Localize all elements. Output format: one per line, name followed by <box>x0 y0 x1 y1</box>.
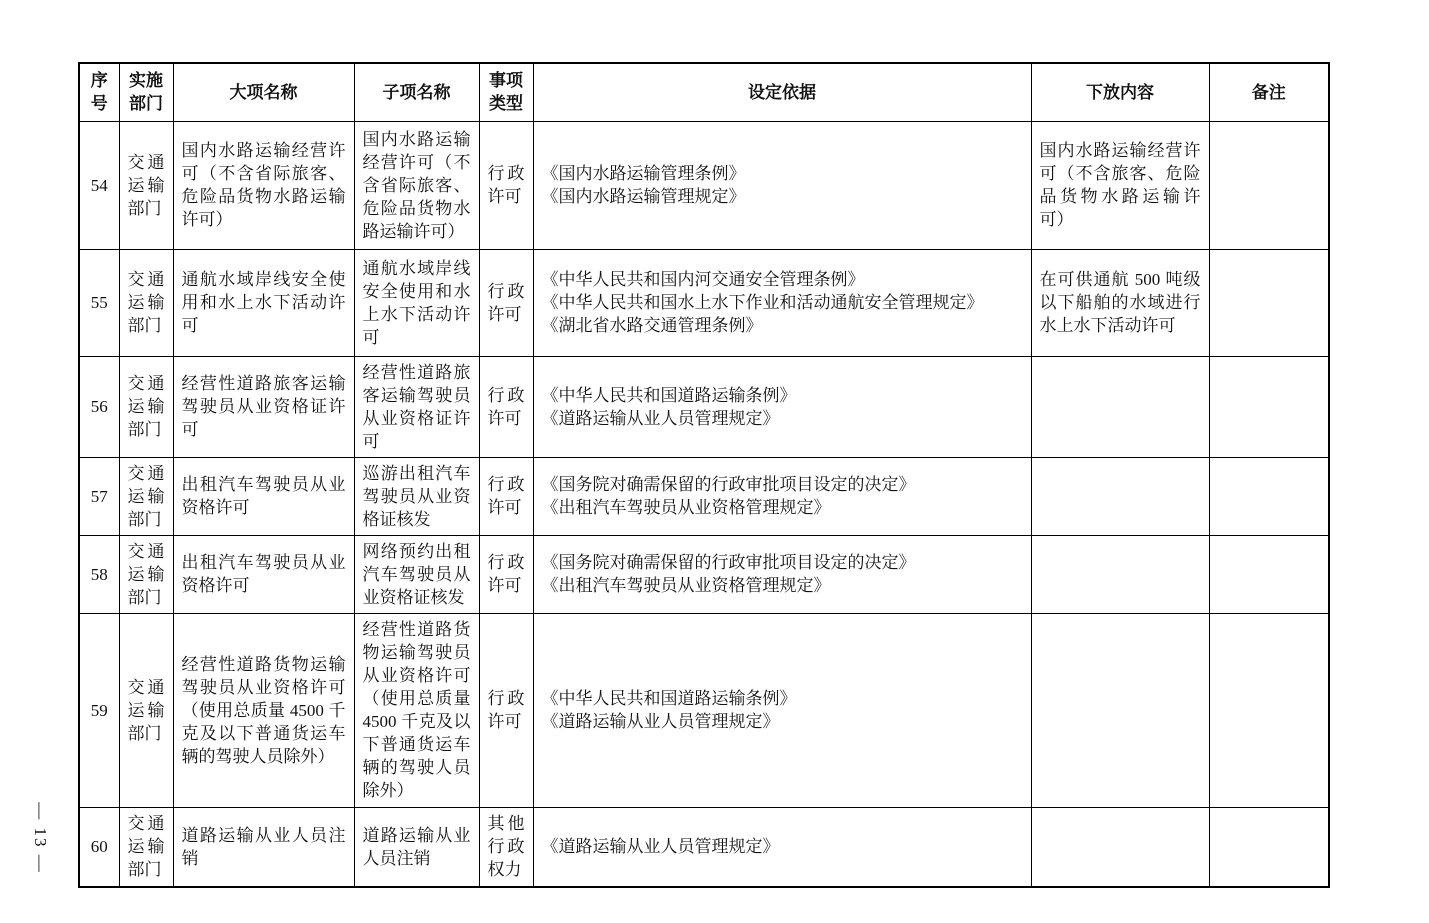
cell-delegated <box>1031 807 1209 887</box>
basis-line: 《出租汽车驾驶员从业资格管理规定》 <box>541 576 831 595</box>
cell-remark <box>1209 121 1329 249</box>
cell-delegated <box>1031 457 1209 535</box>
cell-major: 出租汽车驾驶员从业资格许可 <box>173 535 354 613</box>
cell-type: 行政许可 <box>479 613 533 807</box>
basis-line: 《道路运输从业人员管理规定》 <box>541 712 780 731</box>
cell-remark <box>1209 807 1329 887</box>
cell-major: 经营性道路货物运输驾驶员从业资格许可（使用总质量 4500 千克及以下普通货运车辆的驾驶人员除外） <box>173 613 354 807</box>
cell-seq: 54 <box>79 121 119 249</box>
header-major: 大项名称 <box>173 63 354 121</box>
page-number: — 13 — <box>31 802 50 874</box>
cell-seq: 57 <box>79 457 119 535</box>
cell-type: 行政许可 <box>479 249 533 356</box>
cell-type: 行政许可 <box>479 121 533 249</box>
cell-type: 行政许可 <box>479 535 533 613</box>
cell-sub: 道路运输从业人员注销 <box>354 807 479 887</box>
basis-line: 《中华人民共和国内河交通安全管理条例》 <box>541 270 865 289</box>
cell-dept: 交通运输部门 <box>119 613 173 807</box>
cell-delegated: 在可供通航 500 吨级以下船舶的水域进行水上水下活动许可 <box>1031 249 1209 356</box>
header-row <box>79 63 1329 121</box>
cell-delegated <box>1031 613 1209 807</box>
cell-remark <box>1209 457 1329 535</box>
cell-dept: 交通运输部门 <box>119 457 173 535</box>
basis-line: 《国务院对确需保留的行政审批项目设定的决定》 <box>541 553 916 572</box>
cell-type: 行政许可 <box>479 356 533 457</box>
cell-basis <box>533 535 1031 613</box>
cell-sub: 巡游出租汽车驾驶员从业资格证核发 <box>354 457 479 535</box>
basis-line: 《中华人民共和国道路运输条例》 <box>541 385 797 405</box>
cell-sub: 通航水域岸线安全使用和水上水下活动许可 <box>354 249 479 356</box>
cell-major: 出租汽车驾驶员从业资格许可 <box>173 457 354 535</box>
cell-basis <box>533 121 1031 249</box>
cell-basis <box>533 457 1031 535</box>
basis-line: 《出租汽车驾驶员从业资格管理规定》 <box>541 498 831 517</box>
cell-basis <box>533 249 1031 356</box>
cell-seq: 55 <box>79 249 119 356</box>
basis-line: 《湖北省水路交通管理条例》 <box>541 316 763 335</box>
cell-sub: 网络预约出租汽车驾驶员从业资格证核发 <box>354 535 479 613</box>
cell-major: 国内水路运输经营许可（不含省际旅客、危险品货物水路运输许可） <box>173 121 354 249</box>
basis-line: 《中华人民共和国水上水下作业和活动通航安全管理规定》 <box>541 293 984 312</box>
cell-basis <box>533 613 1031 807</box>
header-delegated: 下放内容 <box>1031 63 1209 121</box>
cell-remark <box>1209 356 1329 457</box>
cell-dept: 交通运输部门 <box>119 356 173 457</box>
cell-major: 道路运输从业人员注销 <box>173 807 354 887</box>
cell-sub: 经营性道路货物运输驾驶员从业资格许可（使用总质量 4500 千克及以下普通货运车辆的驾驶人员除外） <box>354 613 479 807</box>
cell-dept: 交通运输部门 <box>119 807 173 887</box>
header-remark: 备注 <box>1209 63 1329 121</box>
cell-sub: 国内水路运输经营许可（不含省际旅客、危险品货物水路运输许可） <box>354 121 479 249</box>
cell-basis <box>533 807 1031 887</box>
cell-delegated <box>1031 535 1209 613</box>
cell-type: 行政许可 <box>479 457 533 535</box>
header-seq: 序号 <box>79 63 119 121</box>
basis-line: 《国内水路运输管理规定》 <box>541 187 746 206</box>
basis-line: 《国务院对确需保留的行政审批项目设定的决定》 <box>541 475 916 494</box>
cell-seq: 56 <box>79 356 119 457</box>
table-row <box>79 535 1329 613</box>
table-row <box>79 457 1329 535</box>
cell-remark <box>1209 535 1329 613</box>
basis-line: 《道路运输从业人员管理规定》 <box>541 408 780 428</box>
cell-dept: 交通运输部门 <box>119 121 173 249</box>
cell-type: 其他行政权力 <box>479 807 533 887</box>
cell-dept: 交通运输部门 <box>119 535 173 613</box>
table-row <box>79 356 1329 457</box>
basis-line: 《道路运输从业人员管理规定》 <box>541 837 780 857</box>
cell-seq: 58 <box>79 535 119 613</box>
cell-basis <box>533 356 1031 457</box>
cell-major: 经营性道路旅客运输驾驶员从业资格证许可 <box>173 356 354 457</box>
table-body <box>79 121 1329 887</box>
cell-remark <box>1209 249 1329 356</box>
header-type: 事项类型 <box>479 63 533 121</box>
cell-delegated: 国内水路运输经营许可（不含旅客、危险品货物水路运输许可） <box>1031 121 1209 249</box>
cell-delegated <box>1031 356 1209 457</box>
header-dept: 实施部门 <box>119 63 173 121</box>
basis-line: 《中华人民共和国道路运输条例》 <box>541 689 797 708</box>
cell-remark <box>1209 613 1329 807</box>
header-basis: 设定依据 <box>533 63 1031 121</box>
cell-sub: 经营性道路旅客运输驾驶员从业资格证许可 <box>354 356 479 457</box>
licensing-items-table <box>78 62 1330 888</box>
cell-seq: 60 <box>79 807 119 887</box>
table-header <box>79 63 1329 121</box>
table-row <box>79 807 1329 887</box>
table-row <box>79 613 1329 807</box>
cell-major: 通航水域岸线安全使用和水上水下活动许可 <box>173 249 354 356</box>
cell-dept: 交通运输部门 <box>119 249 173 356</box>
table-row <box>79 121 1329 249</box>
table-row <box>79 249 1329 356</box>
header-sub: 子项名称 <box>354 63 479 121</box>
cell-seq: 59 <box>79 613 119 807</box>
basis-line: 《国内水路运输管理条例》 <box>541 164 746 183</box>
